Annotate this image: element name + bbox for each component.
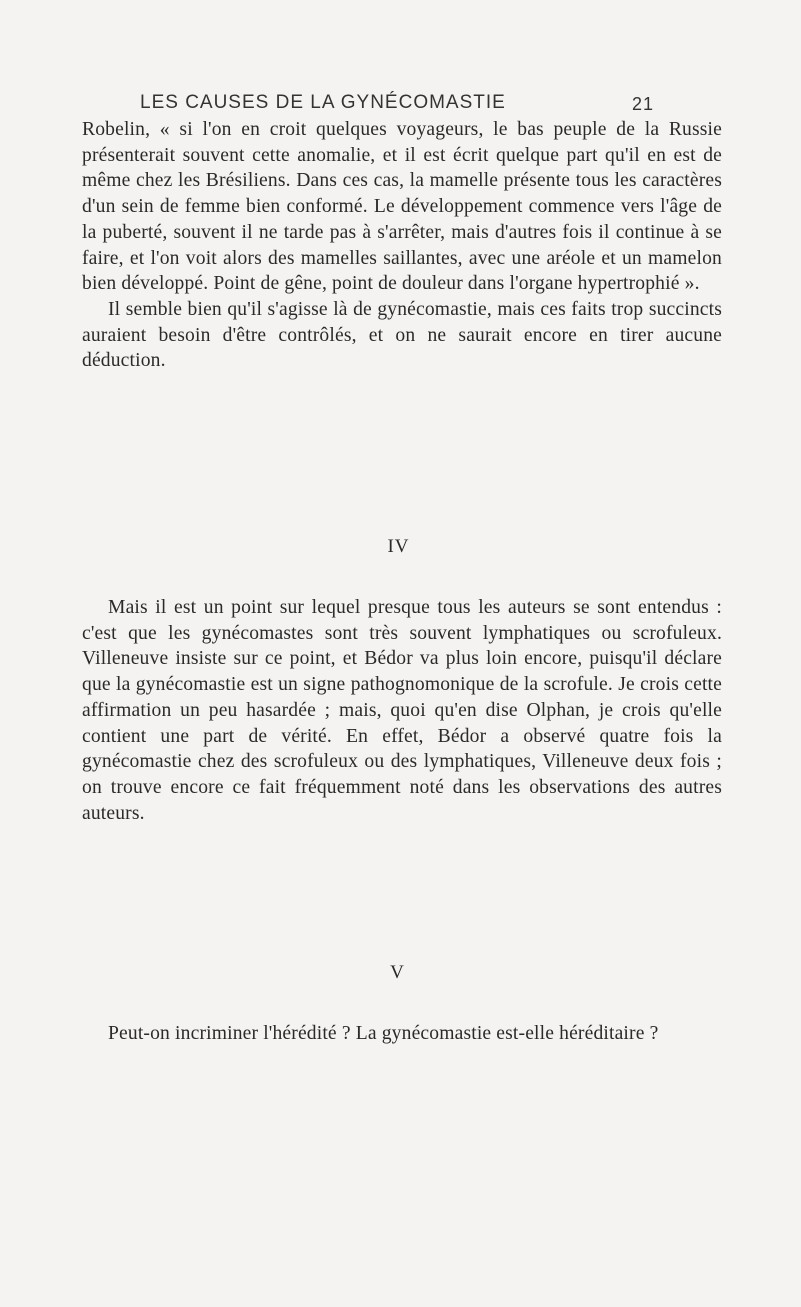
paragraph-gynecomastie-conclusion: Il semble bien qu'il s'agisse là de gynécomastie, mais ces faits trop succincts auraient besoin d'être contrôlés, et on ne saurait encore en tirer aucune déduction. [82,298,722,372]
text-block-top [82,117,722,374]
running-title: LES CAUSES DE LA GYNÉCOMASTIE [140,92,506,113]
paragraph-scrofuleux: Mais il est un point sur lequel presque tous les auteurs se sont entendus : c'est que les gynécomastes sont très souvent lymphatiques ou scrofuleux. Villeneuve insiste sur ce point, et Bédor va plus loin encore, puisqu'il déclare que la gynécomastie est un signe pathognomonique de la scrofule. Je crois cette affirmation un peu hasardée ; mais, quoi qu'en dise Olphan, je crois qu'elle contient une part de vérité. En effet, Bédor a observé quatre fois la gynécomastie chez des scrofuleux ou des lymphatiques, Villeneuve deux fois ; on trouve encore ce fait fréquemment noté dans les observations des autres auteurs. [82,597,722,824]
page-number: 21 [632,94,655,114]
paragraph-robelin-quote: Robelin, « si l'on en croit quelques voyageurs, le bas peuple de la Russie présenterait souvent cette anomalie, et il est écrit quelque part qu'il en est de même chez les Brésiliens. Dans ces cas, la mamelle présente tous les caractères d'un sein de femme bien conformé. Le développement commence vers l'âge de la puberté, souvent il ne tarde pas à s'arrêter, mais d'autres fois il continue à se faire, et l'on voit alors des mamelles saillantes, avec une aréole et un mamelon bien développé. Point de gêne, point de douleur dans l'organe hypertrophié ». [82,119,722,295]
text-block-middle [82,595,722,826]
paragraph-heredite: Peut-on incriminer l'hérédité ? La gynécomastie est-elle héréditaire ? [108,1023,659,1044]
section-heading-v: V [390,962,405,983]
text-block-bottom [82,1021,722,1047]
section-heading-iv: IV [387,536,410,557]
